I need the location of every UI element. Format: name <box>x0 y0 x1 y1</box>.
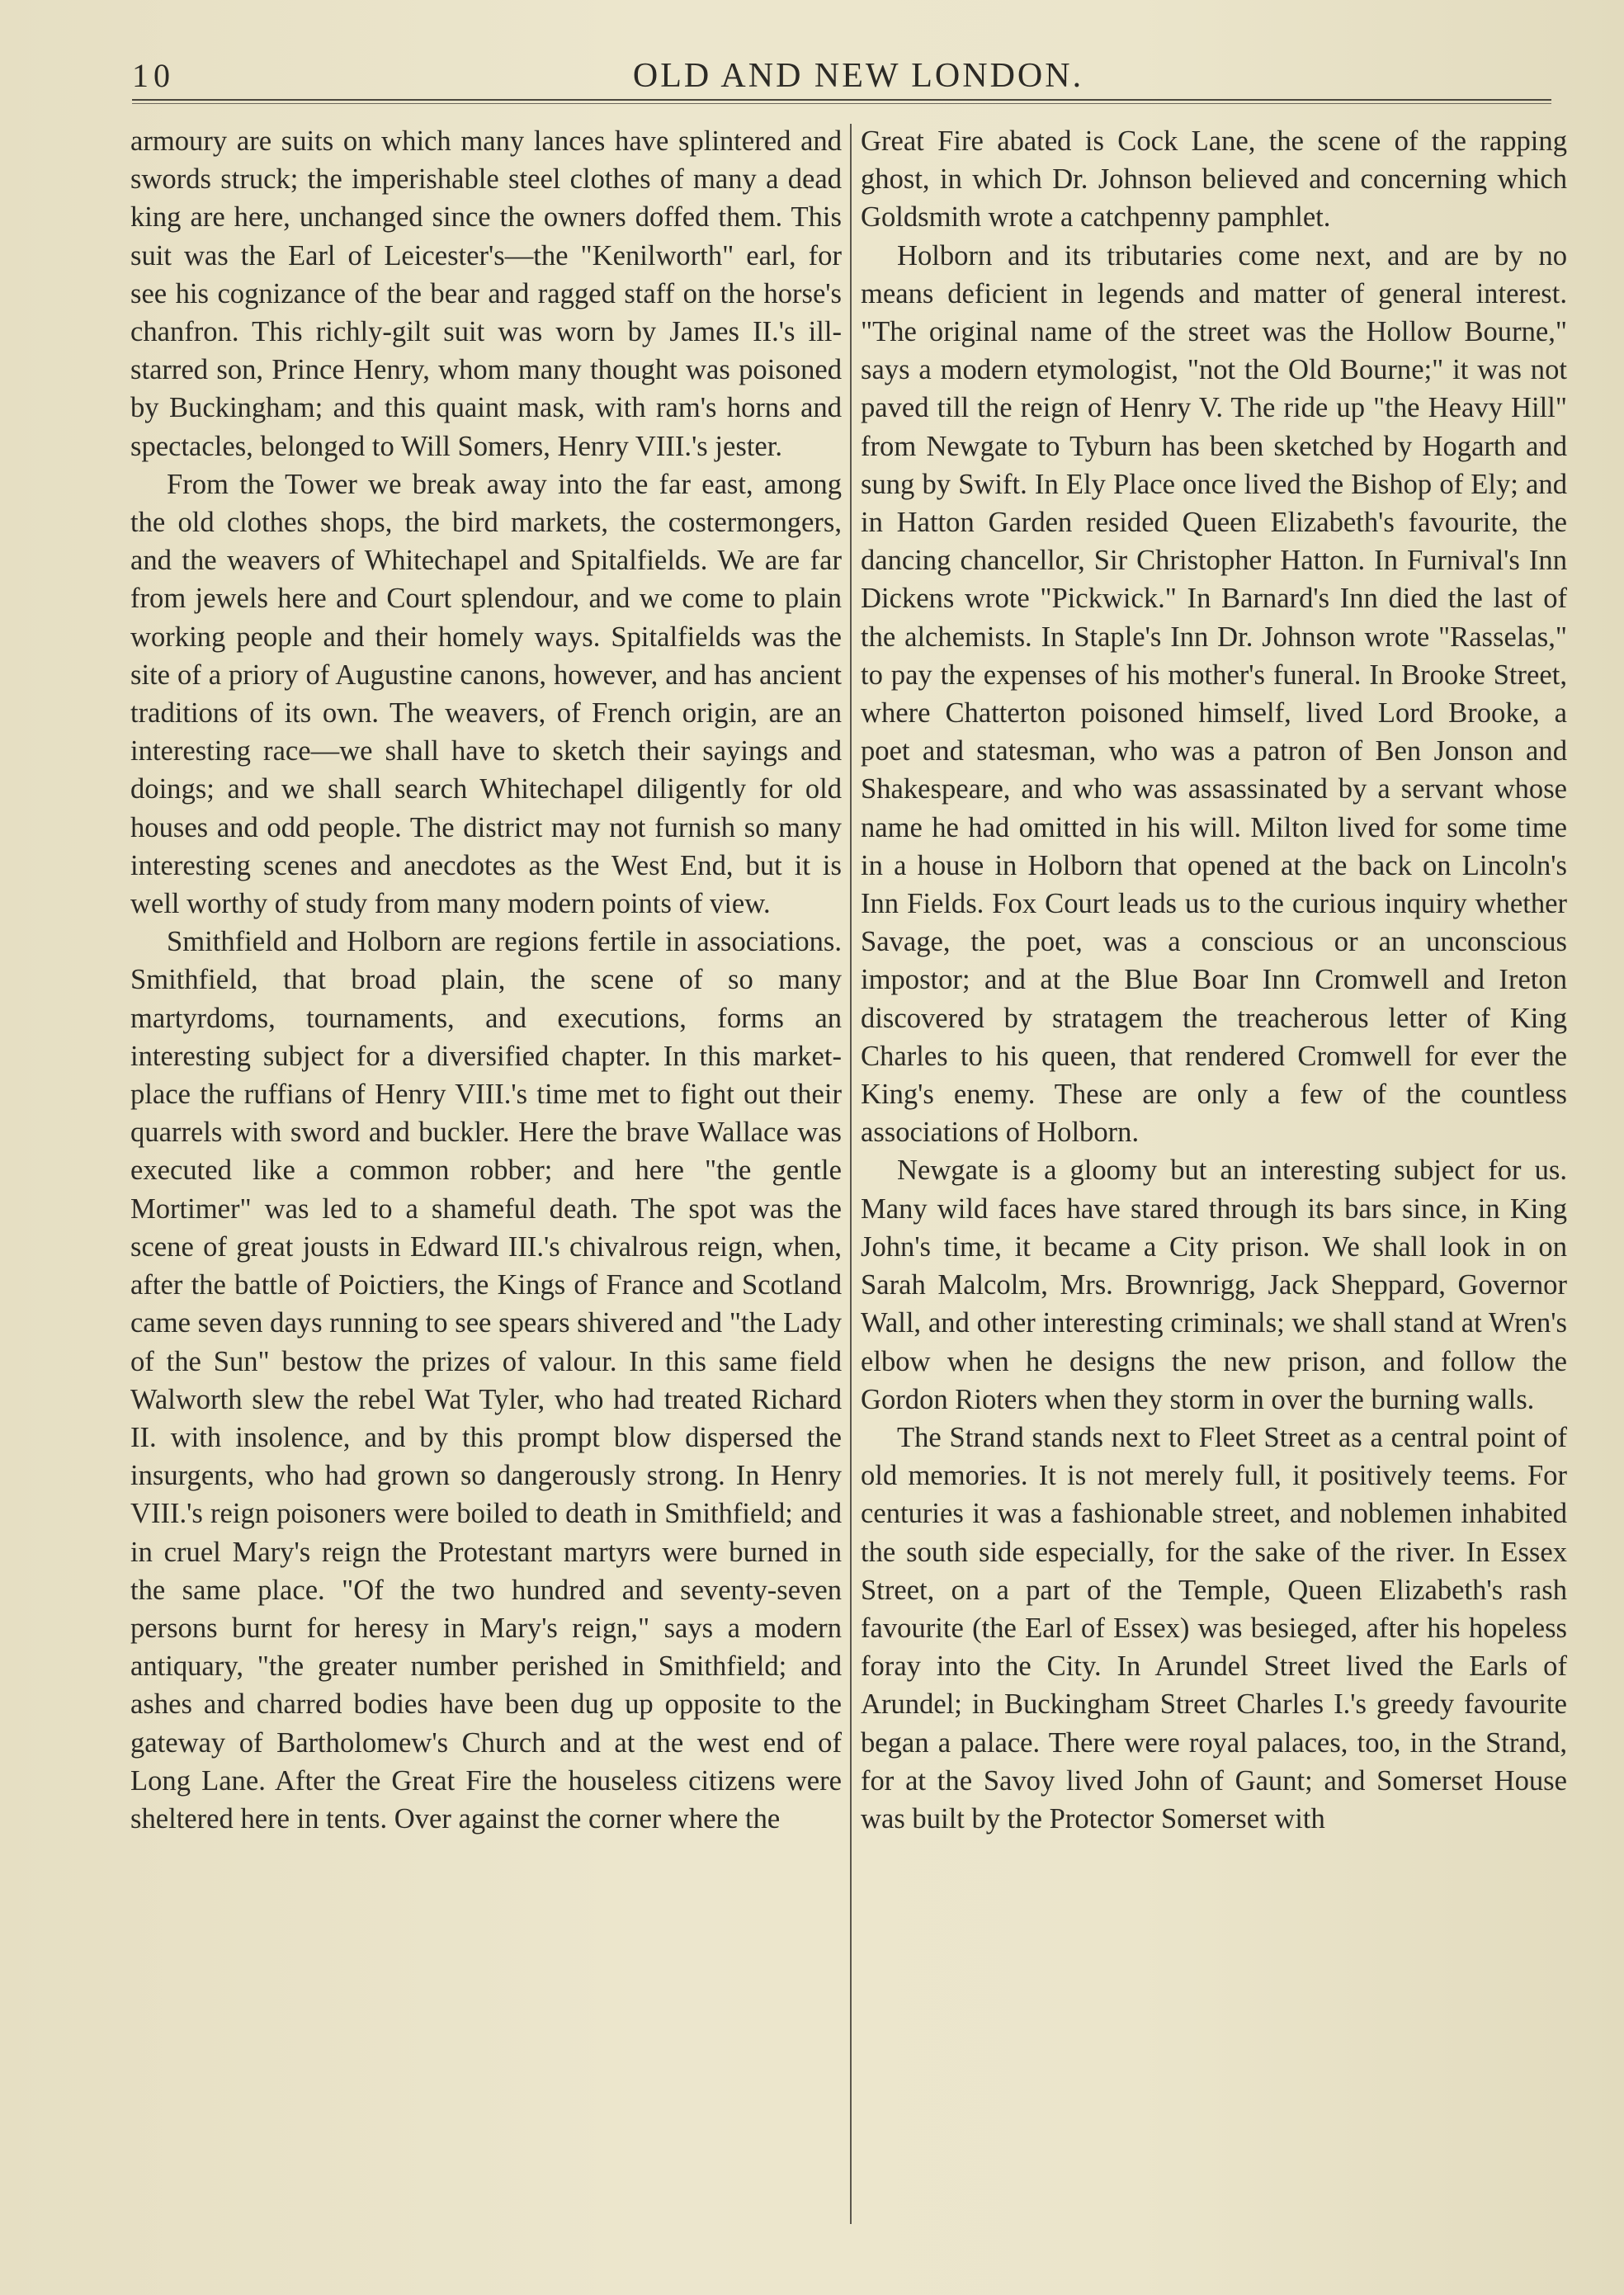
column-divider <box>850 124 852 2224</box>
paragraph: From the Tower we break away into the far east, among the old clothes shops, the bird markets, the costermongers, and the weavers of Whitechapel and Spitalfields. We are far from jewels here and Court splendour, and we come to plain working people and their homely ways. Spitalfields was the site of a priory of Augustine canons, however, and has ancient traditions of its own. The weavers, of French origin, are an interesting race—we shall have to sketch their sayings and doings; and we shall search Whitechapel diligently for old houses and odd people. The district may not furnish so many interesting scenes and anecdotes as the West End, but it is well worthy of study from many modern points of view. <box>130 468 842 920</box>
header-rule-thin <box>132 103 1551 104</box>
running-title: OLD AND NEW LONDON. <box>632 57 1084 95</box>
paragraph: Great Fire abated is Cock Lane, the scene of the rapping ghost, in which Dr. Johnson believed and concerning which Goldsmith wrote a catchpenny pamphlet. <box>861 125 1567 234</box>
paragraph: Newgate is a gloomy but an interesting subject for us. Many wild faces have stared through its bars since, in King John's time, it became a City prison. We shall look in on Sarah Malcolm, Mrs. Brownrigg, Jack Sheppard, Governor Wall, and other interesting criminals; we shall stand at Wren's elbow when he designs the new prison, and follow the Gordon Rioters when they storm in over the burning walls. <box>861 1155 1567 1415</box>
paragraph: Smithfield and Holborn are regions fertile in associations. Smithfield, that broad plain, the scene of so many martyrdoms, tournaments, and executions, forms an interesting subject for a diversified chapter. In this market-place the ruffians of Henry VIII.'s time met to fight out their quarrels with sword and buckler. Here the brave Wallace was executed like a common robber; and here "the gentle Mortimer" was led to a shameful death. The spot was the scene of great jousts in Edward III.'s chivalrous reign, when, after the battle of Poictiers, the Kings of France and Scotland came seven days running to see spears shivered and "the Lady of the Sun" bestow the prizes of valour. In this same field Walworth slew the rebel Wat Tyler, who had treated Richard II. with insolence, and by this prompt blow dispersed the insurgents, who had grown so dangerously strong. In Henry VIII.'s reign poisoners were boiled to death in Smithfield; and in cruel Mary's reign the Protestant martyrs were burned in the same place. "Of the two hundred and seventy-seven persons burnt for heresy in Mary's reign," says a modern antiquary, "the greater number perished in Smithfield; and ashes and charred bodies have been dug up opposite to the gateway of Bartholomew's Church and at the west end of Long Lane. After the Great Fire the houseless citizens were sheltered here in tents. Over against the corner where the <box>130 926 842 1835</box>
paragraph: Holborn and its tributaries come next, and are by no means deficient in legends and matter of general interest. "The original name of the street was the Hollow Bourne," says a modern etymologist, "not the Old Bourne;" it was not paved till the reign of Henry V. The ride up "the Heavy Hill" from Newgate to Tyburn has been sketched by Hogarth and sung by Swift. In Ely Place once lived the Bishop of Ely; and in Hatton Garden resided Queen Elizabeth's favourite, the dancing chancellor, Sir Christopher Hatton. In Furnival's Inn Dickens wrote "Pickwick." In Barnard's Inn died the last of the alchemists. In Staple's Inn Dr. Johnson wrote "Rasselas," to pay the expenses of his mother's funeral. In Brooke Street, where Chatterton poisoned himself, lived Lord Brooke, a poet and statesman, who was a patron of Ben Jonson and Shakespeare, and who was assassinated by a servant whose name he had omitted in his will. Milton lived for some time in a house in Holborn that opened at the back on Lincoln's Inn Fields. Fox Court leads us to the curious inquiry whether Savage, the poet, was a conscious or an unconscious impostor; and at the Blue Boar Inn Cromwell and Ireton discovered by stratagem the treacherous letter of King Charles to his queen, that rendered Cromwell for ever the King's enemy. These are only a few of the countless associations of Holborn. <box>861 239 1567 1149</box>
right-column <box>861 122 1567 2235</box>
page-number: 10 <box>132 57 175 94</box>
left-column <box>130 122 842 2235</box>
page-header <box>132 51 1584 101</box>
paragraph: armoury are suits on which many lances have splintered and swords struck; the imperishable steel clothes of many a dead king are here, unchanged since the owners doffed them. This suit was the Earl of Leicester's—the "Kenilworth" earl, for see his cognizance of the bear and ragged staff on the horse's chanfron. This richly-gilt suit was worn by James II.'s ill-starred son, Prince Henry, whom many thought was poisoned by Buckingham; and this quaint mask, with ram's horns and spectacles, belonged to Will Somers, Henry VIII.'s jester. <box>130 125 842 462</box>
header-rule <box>132 99 1551 101</box>
paragraph: The Strand stands next to Fleet Street as a central point of old memories. It is not merely full, it positively teems. For centuries it was a fashionable street, and noblemen inhabited the south side especially, for the sake of the river. In Essex Street, on a part of the Temple, Queen Elizabeth's rash favourite (the Earl of Essex) was besieged, after his hopeless foray into the City. In Arundel Street lived the Earls of Arundel; in Buckingham Street Charles I.'s greedy favourite began a palace. There were royal palaces, too, in the Strand, for at the Savoy lived John of Gaunt; and Somerset House was built by the Protector Somerset with <box>861 1421 1567 1835</box>
